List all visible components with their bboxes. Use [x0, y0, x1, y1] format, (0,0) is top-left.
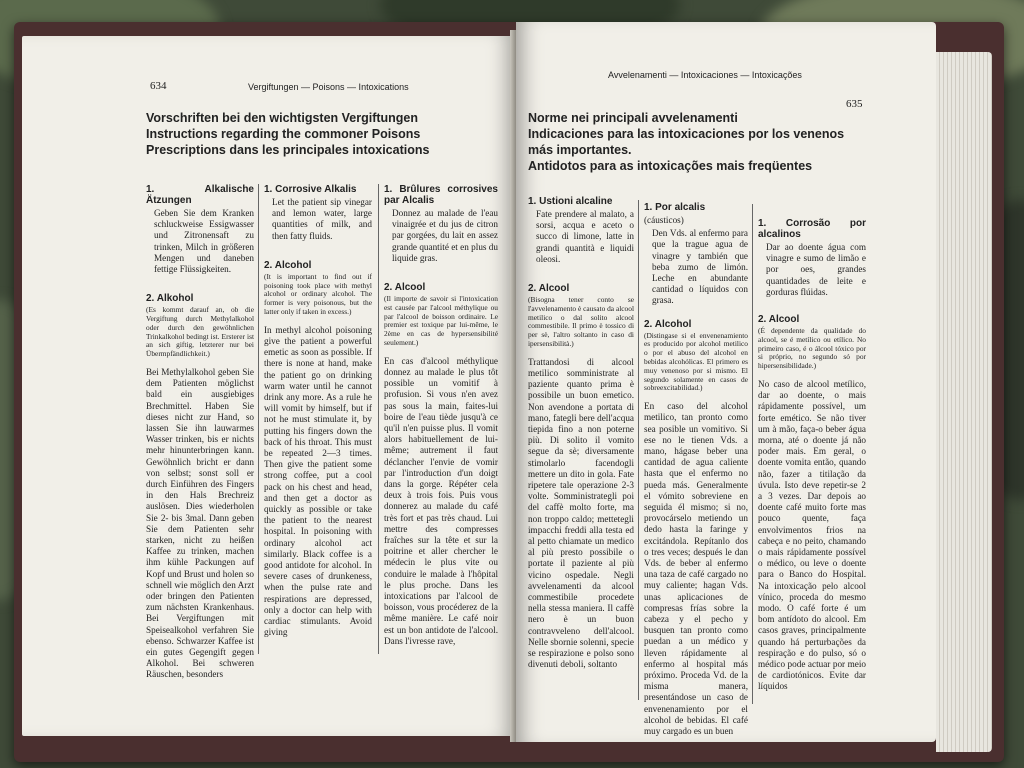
column-divider [638, 200, 639, 700]
title-line: Indicaciones para las intoxicaciones por los venenos más importantes. [528, 127, 845, 157]
title-line: Norme nei principali avvelenamenti [528, 111, 738, 125]
title-line: Instructions regarding the commoner Poisons [146, 127, 421, 141]
section-note: (It is important to find out if poisoning took place with methyl alcohol or ordinary alcohol. The former is very poisonous, but the latter only if taken in excess.) [264, 271, 372, 316]
title-line: Prescriptions dans les principales intoxications [146, 143, 430, 157]
column-italian [528, 196, 634, 670]
section-subheading: (cáusticos) [644, 215, 684, 225]
left-page [22, 36, 514, 736]
section-text: Donnez au malade de l'eau vinaigrée et du jus de citron par gorgées, du lait en assez grande quantité et en plus du liquide gras. [392, 208, 498, 263]
section-text: Fate prendere al malato, a sorsi, acqua e aceto o succo di limone, latte in grandi quantità e liquidi oleosi. [536, 209, 634, 264]
section-note: (Distingase si el envenenamiento es producido por alcohol metilico o por el abuso del alcohol en bebidas alcohólicas. El primero es muy venenoso por si mismo. El segundo solamente en casos de sobreexcitabilidad.) [644, 330, 748, 393]
title-line: Antidotos para as intoxicações mais freqüentes [528, 159, 813, 173]
section-body: In methyl alcohol poisoning give the patient a powerful emetic as soon as possible. If there is none at hand, make the patient go on drinking warm water until he cannot drink any more. As a rule he will vomit by himself, but if not he must stimulate it, by putting his fingers down the back of his throat. This must be repeated 2—3 times. Then give the patient some strong coffee, put a cool pack on his chest and head, and then get a doctor as quickly as possible or take the patient to the nearest hospital. In poisoning with ordinary alcohol act similarly. Black coffee is a good antidote for alcohol. In severe cases of drunkeness, when the pulse rate and respirations are depressed, only a doctor can help with cardiac stimulants. Avoid giving [264, 324, 372, 638]
section-heading: 2. Alcool [758, 314, 800, 326]
section-note: (É dependente da qualidade do alcool, se é metílico ou etílico. No primeiro caso, é o álcool tóxico por si próprio, no segundo só por hipersensibilidade.) [758, 326, 866, 371]
column-english [264, 184, 372, 638]
section-body: En cas d'alcool méthylique donnez au malade le plus tôt possible un vomitif à profusion. Si vous n'en avez pas sous la main, faites-lui boire de l'eau tiède jusqu'à ce qu'il n'en puisse plus. Il vomit alors habituellement de lui-même; autrement il faut déclancher l'envie de vomir par l'introduction d'un doigt dans la gorge. Répéter cela deux à trois fois. Puis vous donnerez au malade du café très fort et pas très chaud. Lui mettre des compresses fraîches sur la tête et sur la poitrine et aller chercher le médecin le plus vite ou conduire le malade à l'hôpital le plus proche. Dans les intoxications par l'alcool de boisson, vous procéderez de la même manière. Le café noir est un bon antidote de l'alcool. Dans l'ivresse rave, [384, 355, 498, 646]
page-number: 635 [846, 98, 863, 110]
section-heading: 1. Brûlures corrosives par Alcalis [384, 184, 498, 206]
section-text: Dar ao doente água com vinagre e sumo de limão e por oes, grandes quantidades de leite e gorduras flúidas. [766, 242, 866, 297]
section-body: En caso del alcohol metilico, tan pronto como sea posible un vomitivo. Si ese no le tienen Vds. a mano, hágase beber una cantidad de agua caliente hasta que el enfermo no pueda más. Generalmente el vómito sobreviene en seguida él mismo; si no, provocárselo metiendo un dedo hasta la faringe y excitándola. Repítanlo dos o tres veces; después le dan Vds. de beber al enfermo una taza de café cargado no muy caliente; hagan Vds. unas aplicaciones de compresas frías sobre la cabeza y el pecho y busquen tan pronto como puedan a un médico y lleven rápidamente al enfermo al hospital más próximo. Proceda Vd. de la misma manera, presentándose un caso de envenenamiento por el alcohol de bebidas. El café muy cargado es un buen [644, 401, 748, 737]
column-german [146, 184, 254, 681]
column-divider [378, 184, 379, 654]
section-heading: 1. Corrosive Alkalis [264, 184, 357, 195]
running-head: Avvelenamenti — Intoxicaciones — Intoxicações [608, 70, 802, 80]
section-body: Bei Methylalkohol geben Sie dem Patienten möglichst bald ein ausgiebiges Brechmittel. Haben Sie dieses nicht zur Hand, so lassen Sie ihn lauwarmes Wasser trinken, bis er nichts mehr hinunterbringen kann. Gewöhnlich bricht er dann von selbst; sonst soll er durch Einführen des Fingers in den Hals Brechreiz auslösen. Dies wiederholen Sie 2- bis 3mal. Dann geben Sie dem Patienten sehr starken, nicht zu heißen Kaffee zu trinken, machen ihm kühle Packungen auf Kopf und Brust und holen so schnell wie möglich den Arzt oder bringen den Patienten zum nächsten Krankenhaus. Bei Vergiftungen mit Speisealkohol verfahren Sie ebenso. Schwarzer Kaffee ist ein gutes Gegengift gegen Alkohol. Bei schweren Räuschen, besonders [146, 367, 254, 680]
running-head: Vergiftungen — Poisons — Intoxications [248, 82, 409, 92]
section-note: (Il importe de savoir si l'intoxication est causée par l'alcool méthylique ou par l'alcool de boisson ordinaire. Le premier est toxique par lui-même, le 2ème en cas de hypersensibilité seulement.) [384, 294, 498, 347]
page-edges [936, 52, 992, 752]
section-body: Trattandosi di alcool metilico somministrate al paziente quanto prima è possibile un buon emetico. Non avendone a portata di mano, fategli bere dell'acqua tiepida fino a non poterne più. Di solito il vomito segue da sè; diversamente stimolarlo facendogli mettere un dito in gola. Fate ripetere tale operazione 2-3 volte. Somministrategli poi del caffè molto forte, ma non troppo caldo; mettetegli impacchi freddi alla testa ed al petto chiamate un medico al più presto possibile o portate il paziente al più vicino ospedale. Negli avvelenamenti da alcool commestibile procedete nella stessa maniera. Il caffè nero è un buon contravveleno dell'alcool. Nelle sbornie solenni, specie se respirazione e polso sono divenuti deboli, soltanto [528, 356, 634, 670]
column-divider [258, 184, 259, 654]
section-text: Den Vds. al enfermo para que la trague agua de vinagre y también que beba zumo de limón. Leche en abundante cantidad o líquidos con grasa. [652, 228, 748, 306]
section-note: (Es kommt darauf an, ob die Vergiftung durch Methylalkohol oder durch den gewöhnlichen Trinkalkohol bedingt ist. Ersterer ist an sich giftig, letzterer nur bei Übermpfändlichkeit.) [146, 305, 254, 359]
column-divider [752, 204, 753, 704]
title-line: Vorschriften bei den wichtigsten Vergiftungen [146, 111, 419, 125]
section-heading: 1. Corrosão por alcalinos [758, 218, 866, 240]
section-note: (Bisogna tener conto se l'avvelenamento è causato da alcool metilico o dal solito alcool commestibile. Il primo è tossico di per sè, l'altro soltanto in caso di ipersensibilità.) [528, 295, 634, 348]
page-number: 634 [150, 80, 167, 92]
right-page [516, 22, 936, 742]
section-body: No caso de alcool metílico, dar ao doente, o mais rápidamente possível, um forte emético. Se não tiver um à mão, faça-o beber água morna, até o doente já não poder mais. Em geral, o doente vomita então, quando não, fazer a titilação da úvula. Isto deve repetir-se 2 a 3 vezes. Dar depois ao doente café muito forte mas pouco quente, faça envolvimentos frios na cabeça e no peito, chamando o mais rápidamente possível o médico, ou leve o doente para o Banco do Hospital. Na intoxicação pelo alcool vínico, proceda do mesmo modo. O café forte é um bom antídoto do alcool. Em casos graves, principalmente quando há perturbações da respiração e do pulso, só o médico pode actuar por meio de cardiotónicos. Evite dar líquidos [758, 379, 866, 692]
section-heading: 1. Ustioni alcaline [528, 196, 613, 207]
section-heading: 1. Por alcalis [644, 202, 706, 213]
page-titles [146, 110, 446, 158]
section-text: Geben Sie dem Kranken schluckweise Essigwasser und Zitronensaft zu trinken, Milch in größeren Mengen und daneben fettige Flüssigkeiten. [154, 208, 254, 275]
section-heading: 1. Alkalische Ätzungen [146, 184, 254, 206]
column-french [384, 184, 498, 647]
column-portuguese [758, 218, 866, 693]
section-heading: 2. Alcohol [644, 318, 692, 330]
page-titles [528, 110, 864, 174]
section-heading: 2. Alcool [384, 282, 426, 294]
section-heading: 2. Alkohol [146, 293, 194, 305]
section-text: Let the patient sip vinegar and lemon water, large quantities of milk, and then fatty fluids. [272, 197, 372, 241]
section-heading: 2. Alcohol [264, 259, 312, 271]
column-spanish [644, 202, 748, 737]
section-heading: 2. Alcool [528, 283, 570, 295]
